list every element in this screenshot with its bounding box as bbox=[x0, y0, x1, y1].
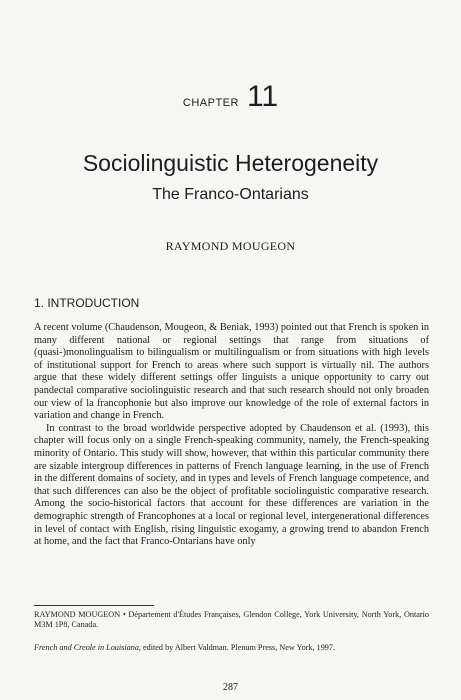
chapter-title: Sociolinguistic Heterogeneity bbox=[82, 150, 379, 176]
page-number: 287 bbox=[223, 682, 238, 693]
chapter-label: CHAPTER bbox=[182, 97, 239, 109]
source-citation bbox=[34, 643, 429, 653]
section-heading: 1. INTRODUCTION bbox=[34, 296, 140, 310]
author-name: RAYMOND MOUGEON bbox=[165, 239, 296, 253]
paragraph-1: A recent volume (Chaudenson, Mougeon, & Beniak, 1993) pointed out that French is spoken in many different national or regional settings that range from situations of (quasi-)monolingualism to bilingualism or multilingualism or from situations with high levels of institutional support for French to areas where such support is virtually nil. The authors argue that these widely different settings offer linguists a unique opportunity to carry out pandectal comparative sociolinguistic research and that such research should not only broaden our view of la francophonie but also improve our knowledge of the role of external factors in variation and change in French. bbox=[34, 322, 429, 422]
author-affiliation-footnote: RAYMOND MOUGEON • Département d'Études Françaises, Glendon College, York University, North York, Ontario M3M 1P8, Canada. bbox=[34, 610, 429, 630]
publication-details: edited by Albert Valdman. Plenum Press, New York, 1997. bbox=[143, 643, 336, 652]
chapter-number: 11 bbox=[246, 80, 279, 113]
chapter-subtitle: The Franco-Ontarians bbox=[152, 186, 309, 203]
footnote-divider bbox=[34, 605, 154, 606]
book-title: French and Creole in Louisiana, bbox=[34, 643, 141, 652]
body-text bbox=[34, 322, 429, 549]
paragraph-2: In contrast to the broad worldwide perspective adopted by Chaudenson et al. (1993), this chapter will focus only on a single French-speaking community, namely, the French-speaking minority of Ontario. This study will show, however, that within this particular community there are sizable intergroup differences in patterns of French language learning, in the use of French in the different domains of society, and in types and levels of French language competence, and that such differences can also be the object of profitable sociolinguistic comparative research. Among the socio-historical factors that account for these differences are variation in the demographic strength of Francophones at a local or regional level, intergenerational differences in level of contact with English, rising linguistic exogamy, a growing trend to abandon French at home, and the fact that Franco-Ontarians have only bbox=[34, 422, 429, 548]
chapter-heading bbox=[0, 80, 461, 114]
